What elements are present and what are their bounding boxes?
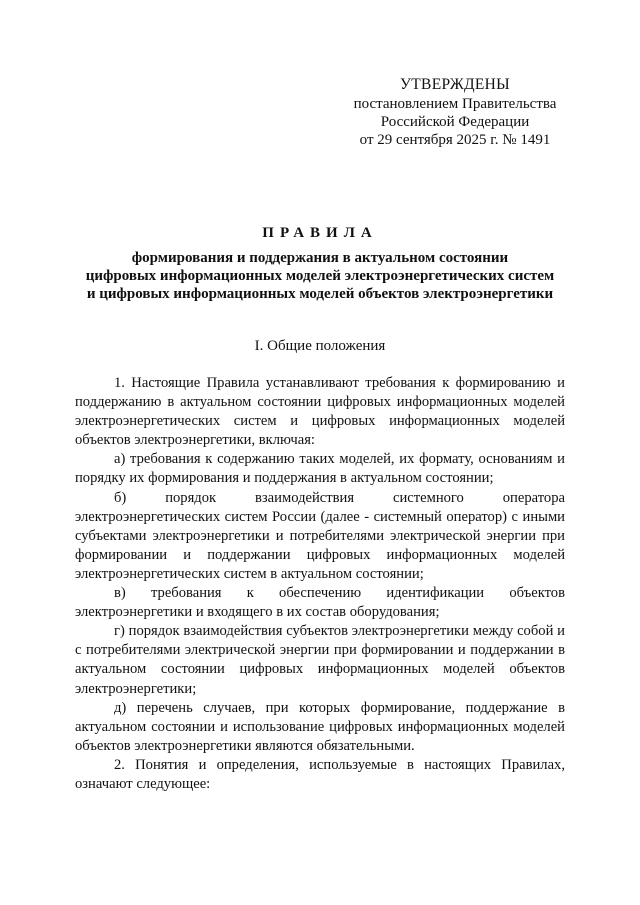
document-body [75,374,565,794]
document-subtitle [60,249,580,303]
approval-title: УТВЕРЖДЕНЫ [400,76,510,93]
paragraph-1: 1. Настоящие Правила устанавливают требования к формированию и поддержанию в актуальном состоянии цифровых информационных моделей электроэнергетических систем и цифровых информационных моделей объектов электроэнергетики, включая: [75,375,565,449]
paragraph-b: б) порядок взаимодействия системного оператора электроэнергетических систем России (далее - системный оператор) с иными субъектами электроэнергетики и потребителями электрической энергии при формировании и поддержании цифровых информационных моделей электроэнергетических систем в актуальном состоянии; [75,489,565,582]
approval-line-3: от 29 сентября 2025 г. № 1491 [359,132,551,148]
paragraph-g: г) порядок взаимодействия субъектов электроэнергетики между собой и с потребителями электрической энергии при формировании и поддержании в актуальном состоянии цифровых информационных моделей объектов электроэнергетики; [75,623,565,697]
approval-line-2: Российской Федерации [380,114,530,130]
subtitle-line-3: и цифровых информационных моделей объектов электроэнергетики [86,286,554,302]
paragraph-a: а) требования к содержанию таких моделей, их формату, основаниям и порядку их формирования и поддержания в актуальном состоянии; [75,451,565,487]
section-heading: I. Общие положения [254,338,386,354]
document-title: ПРАВИЛА [262,225,378,241]
paragraph-2: 2. Понятия и определения, используемые в настоящих Правилах, означают следующее: [75,756,565,792]
paragraph-d: д) перечень случаев, при которых формирование, поддержание в актуальном состоянии и использование цифровых информационных моделей объектов электроэнергетики являются обязательными. [75,699,565,754]
approval-line-1: постановлением Правительства [353,96,557,112]
subtitle-line-2: цифровых информационных моделей электроэнергетических систем [85,268,555,284]
approval-block [330,76,580,149]
subtitle-line-1: формирования и поддержания в актуальном состоянии [131,250,509,266]
paragraph-v: в) требования к обеспечению идентификации объектов электроэнергетики и входящего в их состав оборудования; [75,585,565,621]
